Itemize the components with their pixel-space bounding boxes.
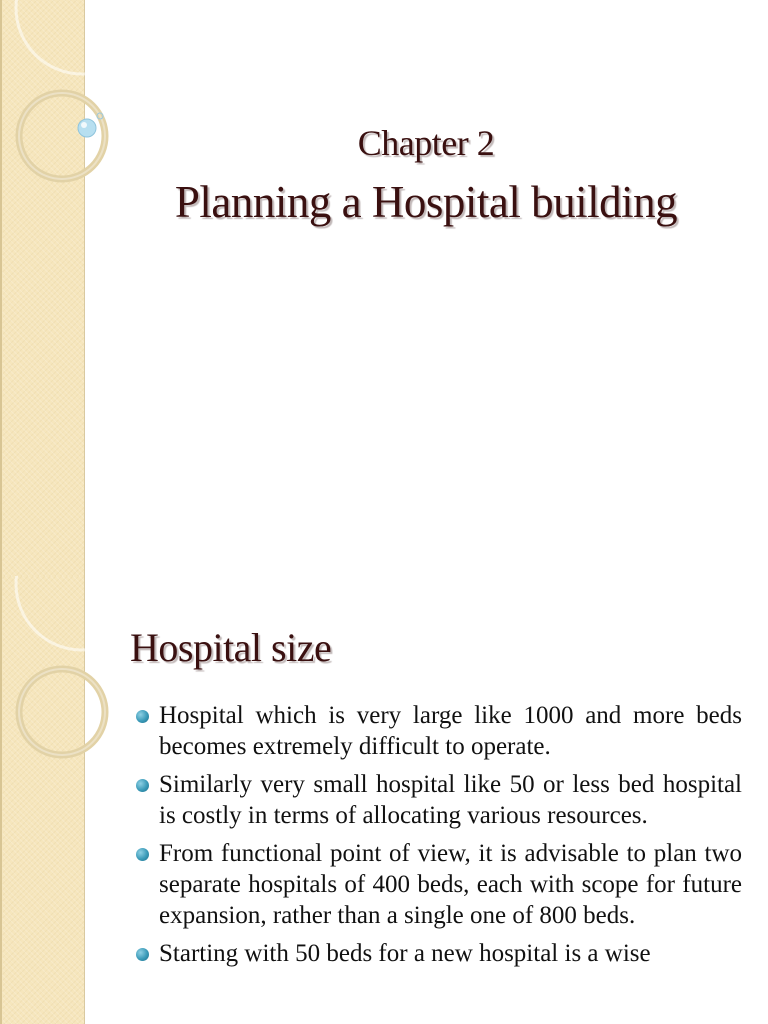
bullet-item [132,838,742,931]
ring-decoration [0,576,140,1024]
bullet-text: Hospital which is very large like 1000 and more beds becomes extremely difficult to operate. [159,702,742,760]
content-slide [0,576,768,1024]
large-ring-icon [16,0,140,74]
teal-sphere-bullet-icon [136,710,149,723]
teal-sphere-bullet-icon [136,948,149,961]
teal-sphere-bullet-icon [136,779,149,792]
bullet-item [132,769,742,831]
large-ring-icon [16,576,140,650]
chapter-label: Chapter 2 [357,123,495,163]
section-heading: Hospital size [130,625,332,670]
medium-ring-highlight [19,669,105,755]
bullet-text: From functional point of view, it is advisable to plan two separate hospitals of 400 beds, each with scope for future expansion, rather than a single one of 800 beds. [159,840,742,929]
bullet-item [132,700,742,762]
bullet-text: Starting with 50 beds for a new hospital is a wise [159,940,651,967]
bullet-text: Similarly very small hospital like 50 or less bed hospital is costly in terms of allocating various resources. [159,771,742,829]
ring-decoration [0,0,140,576]
bullet-item [132,938,742,969]
slide-title: Planning a Hospital building [174,177,678,227]
teal-sphere-bullet-icon [136,848,149,861]
bullet-list [132,700,742,976]
